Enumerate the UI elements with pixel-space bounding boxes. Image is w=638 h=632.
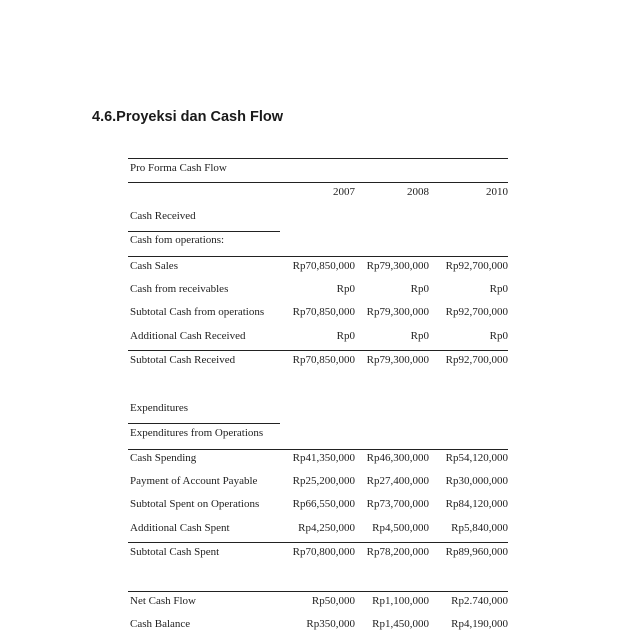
net-top-rule — [128, 591, 508, 592]
section-heading: 4.6.Proyeksi dan Cash Flow — [92, 109, 283, 125]
value-2010: Rp0 — [489, 283, 508, 295]
row-label: Cash from receivables — [130, 283, 229, 295]
row-label: Cash Sales — [130, 260, 178, 272]
exp-ops-top-rule — [128, 423, 280, 424]
value-2007: Rp41,350,000 — [292, 452, 355, 464]
row-label: Cash Spending — [130, 452, 197, 464]
value-2007: Rp4,250,000 — [298, 522, 355, 534]
table-row — [128, 593, 508, 609]
value-2008: Rp1,450,000 — [372, 618, 429, 630]
value-2010: Rp89,960,000 — [445, 546, 508, 558]
value-2007: Rp70,850,000 — [292, 354, 355, 366]
value-2008: Rp0 — [410, 330, 429, 342]
value-2008: Rp79,300,000 — [366, 260, 429, 272]
value-2008: Rp46,300,000 — [366, 452, 429, 464]
exp-ops-label: Expenditures from Operations — [130, 427, 264, 439]
table-row — [128, 544, 508, 560]
subtotal-received-rule — [128, 350, 508, 351]
expenditures-label: Expenditures — [130, 402, 189, 414]
value-2007: Rp50,000 — [311, 595, 355, 607]
received-rows-top-rule — [128, 256, 508, 257]
table-row — [128, 450, 508, 466]
row-label: Payment of Account Payable — [130, 475, 258, 487]
header-rule — [128, 182, 508, 183]
row-label: Subtotal Cash Received — [130, 354, 236, 366]
value-2007: Rp70,800,000 — [292, 546, 355, 558]
row-label: Additional Cash Received — [130, 330, 246, 342]
table-row — [128, 304, 508, 320]
value-2008: Rp27,400,000 — [366, 475, 429, 487]
row-label: Additional Cash Spent — [130, 522, 230, 534]
value-2010: Rp92,700,000 — [445, 306, 508, 318]
year-col-3: 2010 — [486, 186, 508, 198]
table-row — [128, 473, 508, 489]
row-label: Subtotal Cash from operations — [130, 306, 265, 318]
value-2008: Rp1,100,000 — [372, 595, 429, 607]
value-2010: Rp0 — [489, 330, 508, 342]
value-2008: Rp79,300,000 — [366, 306, 429, 318]
value-2010: Rp2.740,000 — [451, 595, 508, 607]
value-2010: Rp92,700,000 — [445, 260, 508, 272]
cash-ops-label: Cash fom operations: — [130, 234, 225, 246]
value-2007: Rp0 — [336, 330, 355, 342]
value-2007: Rp70,850,000 — [292, 306, 355, 318]
value-2008: Rp0 — [410, 283, 429, 295]
row-label: Net Cash Flow — [130, 595, 196, 607]
value-2007: Rp70,850,000 — [292, 260, 355, 272]
row-label: Subtotal Cash Spent — [130, 546, 220, 558]
value-2008: Rp4,500,000 — [372, 522, 429, 534]
value-2010: Rp4,190,000 — [451, 618, 508, 630]
year-col-1: 2007 — [333, 186, 355, 198]
table-row — [128, 520, 508, 536]
cash-ops-label-row — [128, 232, 508, 248]
table-title: Pro Forma Cash Flow — [130, 162, 227, 174]
value-2010: Rp54,120,000 — [445, 452, 508, 464]
year-header-row — [128, 184, 508, 200]
value-2007: Rp0 — [336, 283, 355, 295]
value-2007: Rp66,550,000 — [292, 498, 355, 510]
value-2008: Rp73,700,000 — [366, 498, 429, 510]
table-title-row — [128, 160, 508, 176]
value-2008: Rp78,200,000 — [366, 546, 429, 558]
row-label: Cash Balance — [130, 618, 191, 630]
year-col-2: 2008 — [407, 186, 429, 198]
value-2010: Rp30,000,000 — [445, 475, 508, 487]
table-top-rule — [128, 158, 508, 159]
exp-ops-label-row — [128, 425, 508, 441]
value-2007: Rp25,200,000 — [292, 475, 355, 487]
table-row — [128, 496, 508, 512]
value-2010: Rp5,840,000 — [451, 522, 508, 534]
value-2010: Rp92,700,000 — [445, 354, 508, 366]
expenditures-label-row — [128, 400, 508, 416]
table-row — [128, 258, 508, 274]
value-2010: Rp84,120,000 — [445, 498, 508, 510]
table-row — [128, 352, 508, 368]
value-2007: Rp350,000 — [306, 618, 355, 630]
table-row — [128, 328, 508, 344]
subtotal-spent-rule — [128, 542, 508, 543]
row-label: Subtotal Spent on Operations — [130, 498, 260, 510]
value-2008: Rp79,300,000 — [366, 354, 429, 366]
table-row — [128, 281, 508, 297]
cash-received-label-row — [128, 208, 508, 224]
cash-received-label: Cash Received — [130, 210, 196, 222]
